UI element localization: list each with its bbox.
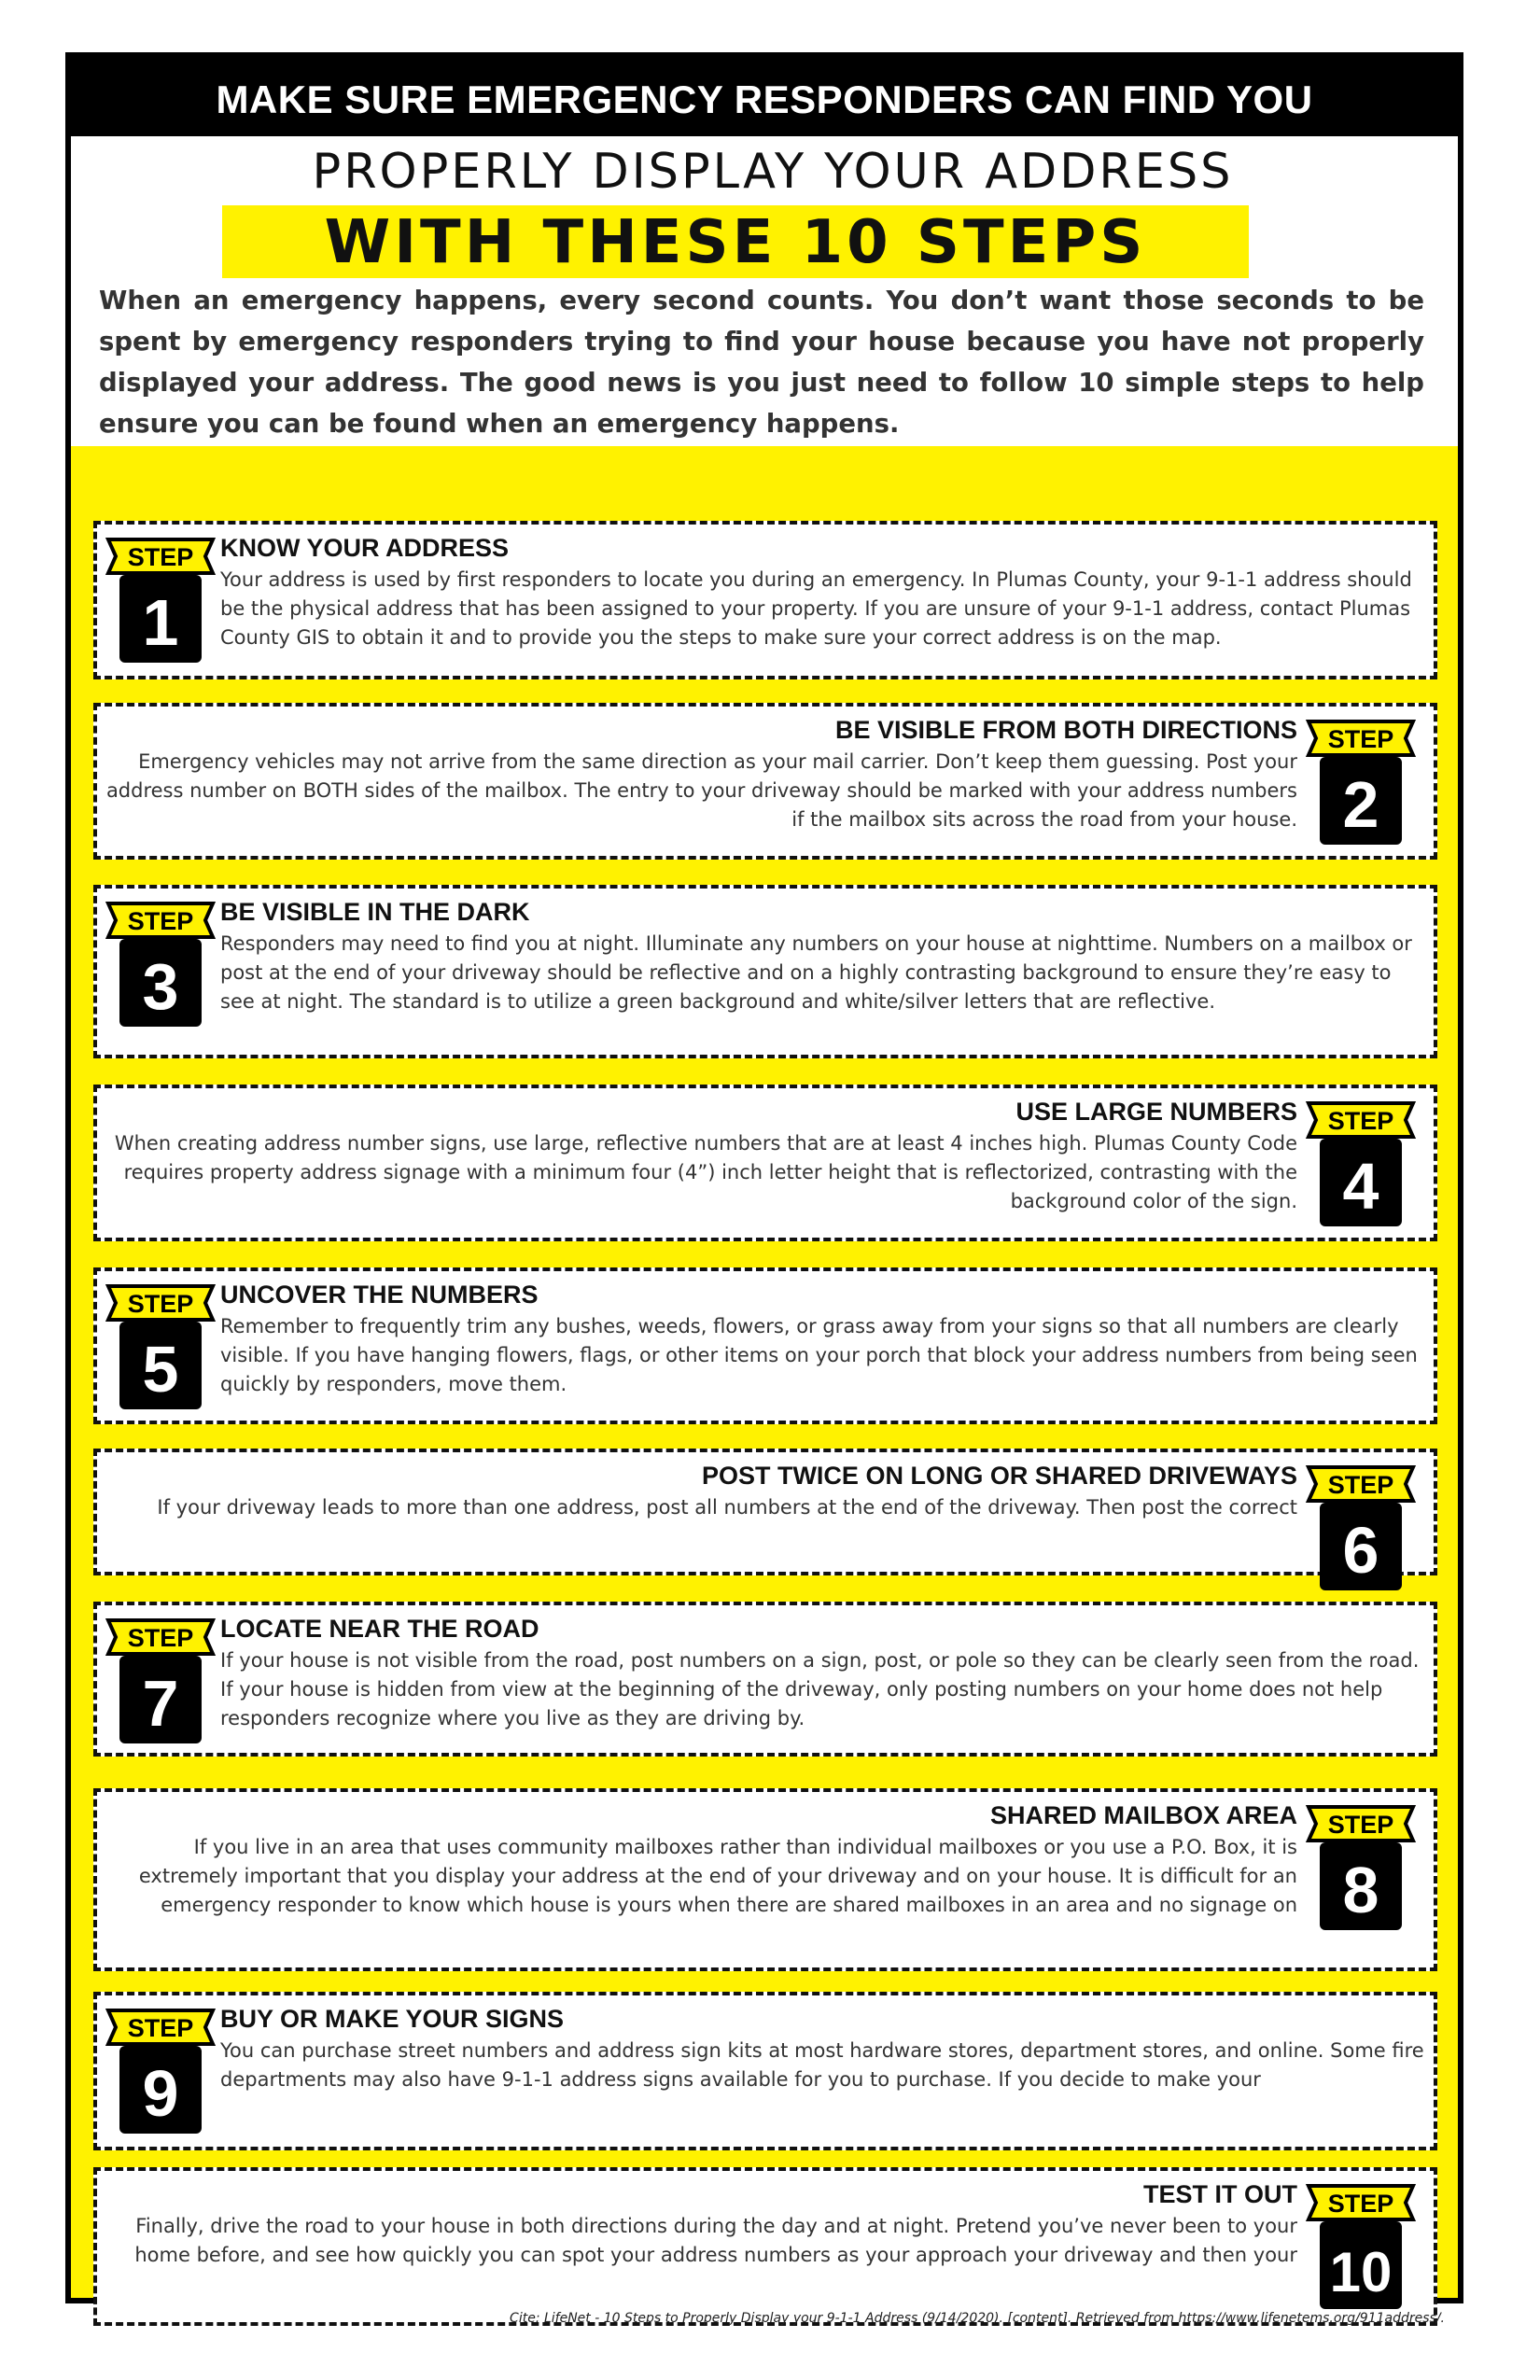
step-number: 9 — [142, 2057, 179, 2130]
step-badge-10 — [1303, 2182, 1419, 2322]
step-title: BUY OR MAKE YOUR SIGNS — [220, 2005, 565, 2033]
step-title: UNCOVER THE NUMBERS — [220, 1281, 539, 1309]
subtitle: PROPERLY DISPLAY YOUR ADDRESS — [312, 144, 1234, 200]
header-banner: MAKE SURE EMERGENCY RESPONDERS CAN FIND YOU — [71, 58, 1458, 136]
step-card-9 — [93, 1992, 1437, 2150]
step-title: USE LARGE NUMBERS — [1015, 1098, 1297, 1126]
step-badge-4 — [1303, 1099, 1419, 1239]
step-badge-label: STEP — [1327, 1107, 1394, 1135]
step-badge-7 — [103, 1617, 218, 1757]
step-badge-6 — [1303, 1463, 1419, 1603]
step-badge-graphic — [1303, 2182, 1419, 2322]
step-body: Emergency vehicles may not arrive from the same direction as your mail carrier. Don’t keep them guessing. Post your address number on BOTH sides of the mailbox. The entry to your driveway should be marked with your address numbers if the mailbox sits across the road from your house. — [105, 750, 1297, 831]
step-badge-1 — [103, 536, 218, 676]
step-body: Your address is used by first responders to locate you during an emergency. In Plumas County, your 9-1-1 address should be the physical address that has been assigned to your property. If you are unsure of your 9-1-1 address, contact Plumas County GIS to obtain it and to provide you the steps to make sure your correct address is on the map. — [220, 568, 1412, 649]
step-body: If your driveway leads to more than one address, post all numbers at the end of the driveway. Then post the correct — [157, 1496, 1297, 1519]
step-body: When creating address number signs, use large, reflective numbers that are at least 4 inches high. Plumas County Code requires property address signage with a minimum four (4”) inch letter height that is reflectorized, contrasting with the background color of the sign. — [114, 1132, 1297, 1212]
step-badge-graphic — [1303, 1463, 1419, 1603]
step-card-10 — [93, 2167, 1437, 2326]
step-title: POST TWICE ON LONG OR SHARED DRIVEWAYS — [701, 1462, 1297, 1490]
step-badge-5 — [103, 1282, 218, 1422]
step-number: 10 — [1329, 2241, 1393, 2303]
step-body: Responders may need to find you at night. Illuminate any numbers on your house at nighttime. Numbers on a mailbox or post at the end of your driveway should be reflective and on a highly contrasting background to ensure they’re easy to see at night. The standard is to utilize a green background and white/silver letters that are reflective. — [220, 932, 1412, 1013]
step-badge-label: STEP — [127, 2014, 194, 2042]
step-badge-graphic — [103, 900, 218, 1040]
step-number: 5 — [142, 1333, 179, 1406]
step-body: Remember to frequently trim any bushes, weeds, flowers, or grass away from your signs so that all numbers are clearly visible. If you have hanging flowers, flags, or other items on your porch that block your address numbers from being seen quickly by responders, move them. — [220, 1315, 1418, 1395]
step-number: 8 — [1342, 1854, 1379, 1926]
intro-paragraph: When an emergency happens, every second counts. You don’t want those seconds to be spent by emergency responders trying to find your house because you have not properly displayed your address. The good news is you just need to follow 10 simple steps to help ensure you can be found when an emergency happens. — [99, 286, 1424, 439]
step-number: 3 — [142, 950, 179, 1023]
step-title: KNOW YOUR ADDRESS — [220, 534, 510, 562]
step-badge-label: STEP — [1327, 1811, 1394, 1839]
step-body: Finally, drive the road to your house in both directions during the day and at night. Pretend you’ve never been to your home before, and see how quickly you can spot your address numbers as your approach your driveway and then your — [134, 2215, 1297, 2266]
step-title: LOCATE NEAR THE ROAD — [220, 1615, 539, 1643]
title-highlight — [222, 205, 1249, 278]
step-title: TEST IT OUT — [1143, 2180, 1297, 2208]
step-badge-label: STEP — [1327, 2190, 1394, 2218]
step-number: 7 — [142, 1667, 179, 1740]
step-card-4 — [93, 1085, 1437, 1241]
step-card-6 — [93, 1449, 1437, 1587]
step-card-2 — [93, 703, 1437, 860]
step-badge-2 — [1303, 718, 1419, 858]
step-badge-3 — [103, 900, 218, 1040]
step-badge-8 — [1303, 1803, 1419, 1943]
step-number: 1 — [142, 586, 179, 659]
step-card-1 — [93, 521, 1437, 679]
step-badge-label: STEP — [127, 1290, 194, 1318]
step-number: 6 — [1342, 1514, 1379, 1587]
step-card-8 — [93, 1788, 1437, 1971]
step-badge-graphic — [1303, 718, 1419, 858]
step-body: If your house is not visible from the road, post numbers on a sign, post, or pole so they can be clearly seen from the road. If your house is hidden from view at the beginning of the driveway, only posting numbers on your home does not help responders recognize where you live as they are driving by. — [220, 1649, 1420, 1729]
steps-panel — [71, 446, 1458, 2303]
step-title: BE VISIBLE FROM BOTH DIRECTIONS — [834, 716, 1297, 744]
citation: Cite: LifeNet - 10 Steps to Properly Display your 9-1-1 Address (9/14/2020). [content]. Retrieved from https://www.lifenetems.org/911address/. — [510, 2311, 1445, 2326]
step-body: You can purchase street numbers and address sign kits at most hardware stores, department stores, and online. Some fire departments may also have 9-1-1 address signs available for you to purchase. If you decide to make your — [220, 2039, 1424, 2091]
step-badge-graphic — [103, 1617, 218, 1757]
step-badge-graphic — [1303, 1803, 1419, 1943]
step-badge-label: STEP — [1327, 725, 1394, 753]
step-card-3 — [93, 885, 1437, 1058]
step-title: SHARED MAILBOX AREA — [989, 1801, 1297, 1829]
step-badge-label: STEP — [127, 1624, 194, 1652]
flyer-frame — [65, 52, 1463, 2303]
step-badge-label: STEP — [127, 907, 194, 935]
step-badge-graphic — [1303, 1099, 1419, 1239]
step-badge-graphic — [103, 1282, 218, 1422]
step-number: 2 — [1342, 768, 1379, 841]
step-card-5 — [93, 1267, 1437, 1424]
step-badge-label: STEP — [1327, 1471, 1394, 1499]
step-number: 4 — [1342, 1150, 1379, 1223]
step-badge-graphic — [103, 2007, 218, 2147]
page-title: WITH THESE 10 STEPS — [324, 208, 1147, 277]
step-title: BE VISIBLE IN THE DARK — [220, 898, 530, 926]
step-card-7 — [93, 1602, 1437, 1757]
step-badge-graphic — [103, 536, 218, 676]
step-body: If you live in an area that uses community mailboxes rather than individual mailboxes or you use a P.O. Box, it is extremely important that you display your address at the end of your driveway and on your house. It is difficult for an emergency responder to know which house is yours when there are shared mailboxes in an area and no signage on — [138, 1836, 1297, 1916]
step-badge-label: STEP — [127, 543, 194, 571]
step-badge-9 — [103, 2007, 218, 2147]
